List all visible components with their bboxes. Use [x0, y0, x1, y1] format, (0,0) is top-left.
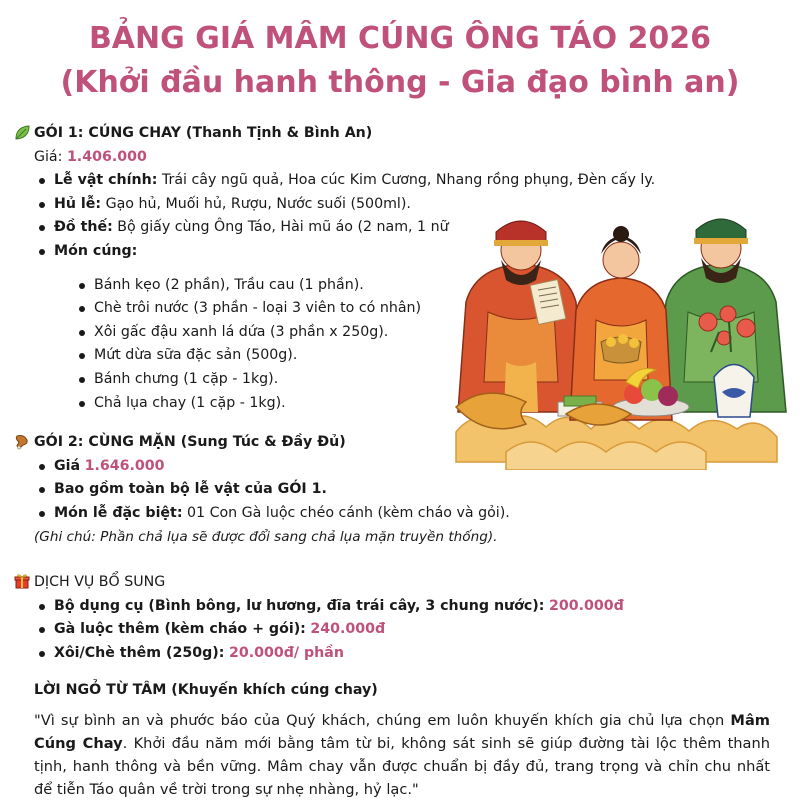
list-item: Đồ thế: Bộ giấy cùng Ông Táo, Hài mũ áo (2 nam, 1 nữ: [54, 216, 790, 240]
message-heading: LỜI NGỎ TỪ TÂM (Khuyến khích cúng chay): [34, 682, 378, 699]
services-heading: DỊCH VỤ BỔ SUNG: [14, 571, 790, 595]
list-item: Chè trôi nước (3 phần - loại 3 viên to có nhân): [94, 297, 790, 321]
list-item: Hủ lễ: Gạo hủ, Muối hủ, Rượu, Nước suối (500ml).: [54, 193, 790, 217]
package1-price: [14, 146, 790, 170]
list-item: Xôi/Chè thêm (250g): 20.000đ/ phần: [54, 642, 790, 666]
package2-heading: GÓI 2: CÙNG MẶN (Sung Túc & Đầy Đủ): [14, 431, 790, 455]
list-item: Bao gồm toàn bộ lễ vật của GÓI 1.: [54, 478, 790, 502]
list-item: Bộ dụng cụ (Bình bông, lư hương, đĩa trái cây, 3 chung nước): 200.000đ: [54, 595, 790, 619]
content: [14, 122, 790, 800]
package1-dishes: [54, 274, 790, 416]
message-body: "Vì sự bình an và phước báo của Quý khách, chúng em luôn khuyến khích gia chủ lựa chọn Mâm Cúng Chay. Khởi đầu năm mới bằng tâm từ bi, không sát sinh sẽ giúp đường tài lộc thêm thanh tịnh, hanh thông và bền vững. Mâm chay vẫn được chuẩn bị đầy đủ, trang trọng và chỉn chu nhất để tiễn Táo quân về trời trong sự nhẹ nhàng, hỷ lạc.": [34, 712, 770, 799]
list-item: Mứt dừa sữa đặc sản (500g).: [94, 344, 790, 368]
list-item: Món lễ đặc biệt: 01 Con Gà luộc chéo cánh (kèm cháo và gỏi).: [54, 502, 790, 526]
list-item: Xôi gấc đậu xanh lá dứa (3 phần x 250g).: [94, 321, 790, 345]
list-item: Gà luộc thêm (kèm cháo + gói): 240.000đ: [54, 618, 790, 642]
list-item: Món cúng: Bánh kẹo (2 phần), Trầu cau (1 phần). Chè trôi nước (3 phần - loại 3 viên to có nhân) Xôi gấc đậu xanh lá dứa (3 phần x 250g). Mứt dừa sữa đặc sản (500g). Bánh chưng (1 cặp - 1kg). Chả lụa chay (1 cặp - 1kg).: [54, 240, 790, 415]
leaf-icon: [14, 124, 31, 141]
price-value: 1.406.000: [66, 148, 147, 165]
price-label: Giá:: [34, 148, 63, 165]
package1-items: [14, 169, 790, 415]
package2-note: (Ghi chú: Phần chả lụa sẽ được đổi sang chả lụa mặn truyền thống).: [34, 528, 498, 545]
list-item: Bánh kẹo (2 phần), Trầu cau (1 phần).: [94, 274, 790, 298]
list-item: Lễ vật chính: Trái cây ngũ quả, Hoa cúc Kim Cương, Nhang rồng phụng, Đèn cấy ly.: [54, 169, 790, 193]
services-items: [14, 595, 790, 666]
list-item: Giá 1.646.000: [54, 455, 790, 479]
chicken-leg-icon: [14, 433, 31, 450]
package2-items: [14, 455, 790, 526]
page-title: BẢNG GIÁ MÂM CÚNG ÔNG TÁO 2026: [88, 21, 712, 56]
page-subtitle: (Khởi đầu hanh thông - Gia đạo bình an): [60, 65, 740, 100]
list-item: Chả lụa chay (1 cặp - 1kg).: [94, 392, 790, 416]
package1-heading: GÓI 1: CÚNG CHAY (Thanh Tịnh & Bình An): [14, 122, 790, 146]
list-item: Bánh chưng (1 cặp - 1kg).: [94, 368, 790, 392]
gift-icon: [14, 573, 30, 589]
